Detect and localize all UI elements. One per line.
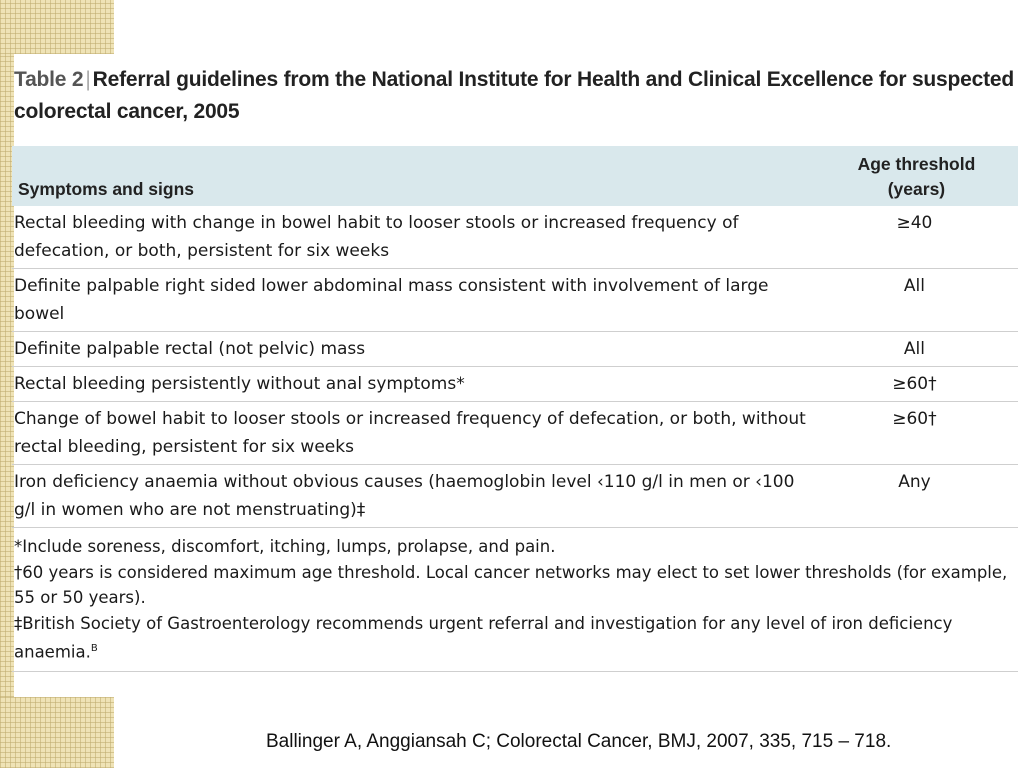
header-age-line1: Age threshold <box>857 154 976 174</box>
decorative-border-top <box>0 0 114 54</box>
age-cell: ≥60† <box>813 402 1018 465</box>
table-title <box>14 64 1018 128</box>
age-cell: ≥40 <box>813 206 1018 269</box>
footnote-double-dagger-text: ‡British Society of Gastroenterology recommends urgent referral and investigation for any level of iron deficiency anaemia. <box>14 613 953 662</box>
age-cell: ≥60† <box>813 367 1018 402</box>
table-row <box>12 269 1018 332</box>
table-number: Table 2 <box>14 68 84 91</box>
symptom-cell: Definite palpable rectal (not pelvic) mass <box>12 332 813 367</box>
table-title-text: Referral guidelines from the National Institute for Health and Clinical Excellence for suspected colorectal cancer, 2005 <box>14 68 1015 123</box>
table-header-row <box>12 146 1018 206</box>
table-row <box>12 402 1018 465</box>
footnote-asterisk: *Include soreness, discomfort, itching, lumps, prolapse, and pain. <box>14 537 556 556</box>
symptom-cell: Iron deficiency anaemia without obvious causes (haemoglobin level ‹110 g/l in men or ‹100 g/l in women who are not menstruating)‡ <box>12 465 813 528</box>
decorative-border-bottom <box>0 697 114 768</box>
symptom-cell: Rectal bleeding persistently without anal symptoms* <box>12 367 813 402</box>
title-separator: | <box>85 68 91 91</box>
table-footnotes <box>12 528 1018 672</box>
table-row <box>12 367 1018 402</box>
table-row <box>12 332 1018 367</box>
header-symptoms: Symptoms and signs <box>18 179 195 199</box>
symptom-cell: Definite palpable right sided lower abdominal mass consistent with involvement of large bowel <box>12 269 813 332</box>
citation: Ballinger A, Anggiansah C; Colorectal Cancer, BMJ, 2007, 335, 715 – 718. <box>266 731 892 752</box>
footnote-dagger: †60 years is considered maximum age threshold. Local cancer networks may elect to set lower thresholds (for example, 55 or 50 years). <box>14 562 1008 607</box>
table-figure <box>12 60 1018 672</box>
table-row <box>12 206 1018 269</box>
age-cell: All <box>813 332 1018 367</box>
symptom-cell: Change of bowel habit to looser stools or increased frequency of defecation, or both, without rectal bleeding, persistent for six weeks <box>12 402 813 465</box>
symptom-cell: Rectal bleeding with change in bowel habit to looser stools or increased frequency of defecation, or both, persistent for six weeks <box>12 206 813 269</box>
header-age-line2: (years) <box>887 179 946 199</box>
footnote-reference: B <box>90 643 98 654</box>
footnote-double-dagger <box>14 611 1014 666</box>
header-age-threshold <box>813 146 1018 206</box>
age-cell: Any <box>813 465 1018 528</box>
table-row <box>12 465 1018 528</box>
age-cell: All <box>813 269 1018 332</box>
referral-table <box>12 146 1018 528</box>
